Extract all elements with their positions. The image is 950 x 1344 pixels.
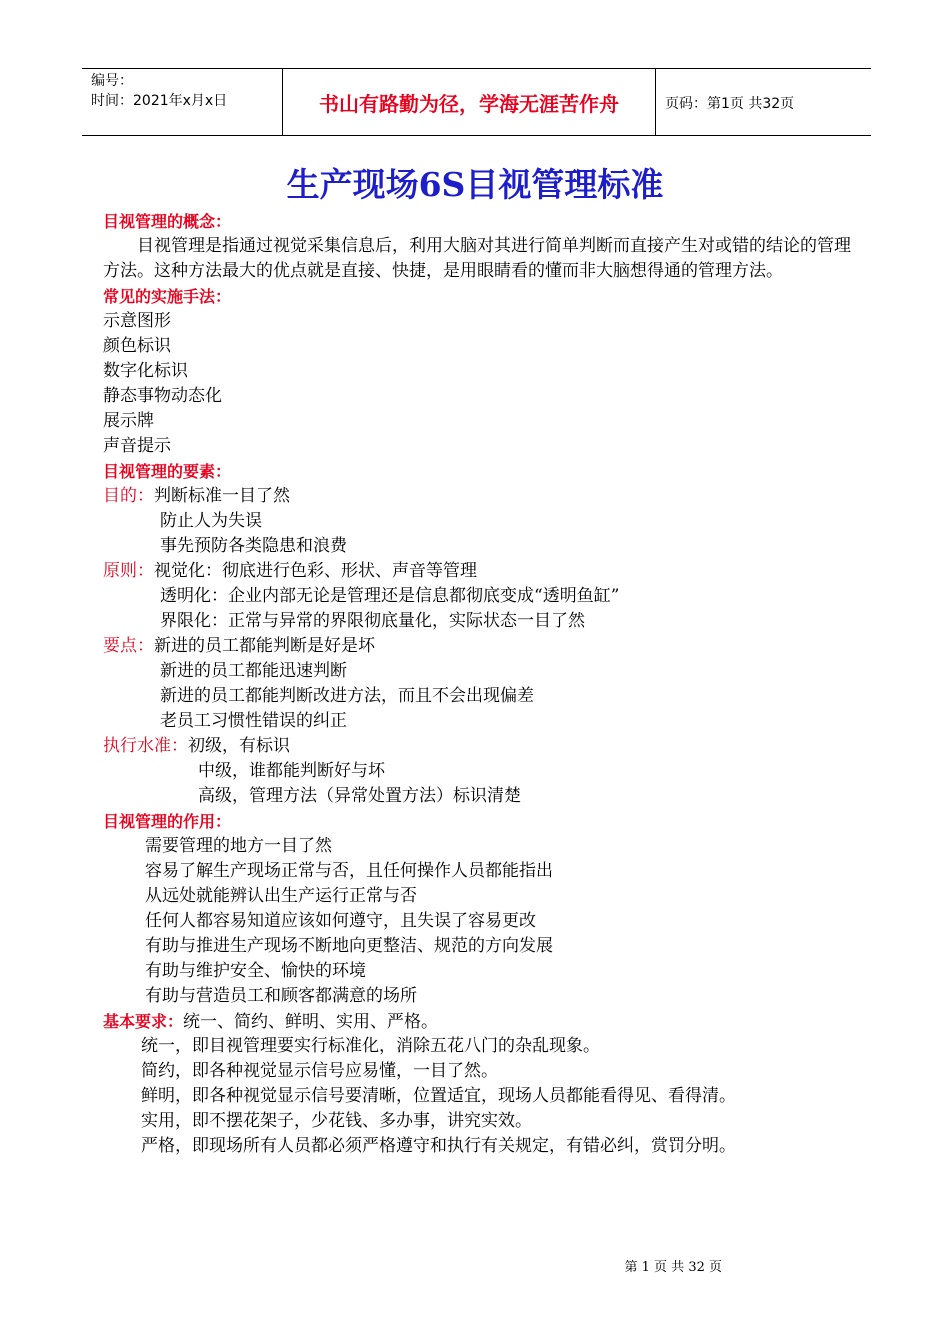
method-item: 声音提示: [103, 436, 171, 456]
page-footer: 第 1 页 共 32 页: [624, 1260, 722, 1275]
concept-heading: 目视管理的概念：: [103, 212, 232, 231]
effect-item: 从远处就能辨认出生产运行正常与否: [145, 886, 417, 906]
header-motto: 书山有路勤为径，学海无涯苦作舟: [283, 69, 656, 135]
document-header: [82, 68, 871, 136]
page-title: 生产现场6S目视管理标准: [286, 165, 664, 204]
method-item: 颜色标识: [103, 336, 171, 356]
method-item: 展示牌: [103, 411, 154, 431]
requirement-item: 实用，即不摆花架子，少花钱、多办事，讲究实效。: [141, 1111, 532, 1131]
effect-item: 有助与维护安全、愉快的环境: [145, 961, 366, 981]
concept-text: 目视管理是指通过视觉采集信息后，利用大脑对其进行简单判断而直接产生对或错的结论的管理方法。这种方法最大的优点就是直接、快捷，是用眼睛看的懂而非大脑想得通的管理方法。: [103, 236, 851, 281]
points-label: 要点：: [103, 636, 154, 656]
point-item: 新进的员工都能迅速判断: [160, 661, 347, 681]
principle-label: 原则：: [103, 561, 154, 581]
effect-item: 有助与营造员工和顾客都满意的场所: [145, 986, 417, 1006]
requirement-item: 鲜明，即各种视觉显示信号要清晰，位置适宜，现场人员都能看得见、看得清。: [141, 1086, 736, 1106]
method-item: 数字化标识: [103, 361, 188, 381]
effect-item: 有助与推进生产现场不断地向更整洁、规范的方向发展: [145, 936, 553, 956]
level-item: 高级，管理方法（异常处置方法）标识清楚: [198, 786, 521, 806]
method-item: 示意图形: [103, 311, 171, 331]
effect-item: 容易了解生产现场正常与否，且任何操作人员都能指出: [145, 861, 553, 881]
point-item: 新进的员工都能判断是好是坏: [154, 636, 375, 656]
point-item: 新进的员工都能判断改进方法，而且不会出现偏差: [160, 686, 534, 706]
serial-label: 编号：: [91, 73, 133, 89]
effects-heading: 目视管理的作用：: [103, 812, 232, 831]
method-item: 静态事物动态化: [103, 386, 222, 406]
purpose-item: 事先预防各类隐患和浪费: [160, 536, 347, 556]
level-item: 中级，谁都能判断好与坏: [198, 761, 385, 781]
purpose-item: 防止人为失误: [160, 511, 262, 531]
point-item: 老员工习惯性错误的纠正: [160, 711, 347, 731]
requirements-heading: 基本要求：: [103, 1012, 184, 1031]
header-info-cell: [82, 69, 283, 135]
purpose-label: 目的：: [103, 486, 154, 506]
requirement-item: 统一，即目视管理要实行标准化，消除五花八门的杂乱现象。: [141, 1036, 600, 1056]
header-page-label: 页码：第1页 共32页: [665, 96, 795, 112]
requirement-item: 简约，即各种视觉显示信号应易懂，一目了然。: [141, 1061, 498, 1081]
principle-item: 视觉化：彻底进行色彩、形状、声音等管理: [154, 561, 477, 581]
purpose-item: 判断标准一目了然: [154, 486, 290, 506]
elements-heading: 目视管理的要素：: [103, 462, 232, 481]
principle-item: 透明化：企业内部无论是管理还是信息都彻底变成“透明鱼缸”: [160, 586, 620, 606]
time-label: 时间：2021年x月x日: [91, 93, 228, 109]
methods-heading: 常见的实施手法：: [103, 287, 232, 306]
level-item: 初级，有标识: [188, 736, 290, 756]
principle-item: 界限化：正常与异常的界限彻底量化，实际状态一目了然: [160, 611, 585, 631]
requirement-item: 严格，即现场所有人员都必须严格遵守和执行有关规定，有错必纠，赏罚分明。: [141, 1136, 736, 1156]
requirements-summary: 统一、简约、鲜明、实用、严格。: [183, 1012, 439, 1032]
effect-item: 任何人都容易知道应该如何遵守，且失误了容易更改: [145, 911, 536, 931]
effect-item: 需要管理的地方一目了然: [145, 836, 332, 856]
level-label: 执行水准：: [103, 736, 188, 756]
document-body: [103, 209, 863, 1159]
